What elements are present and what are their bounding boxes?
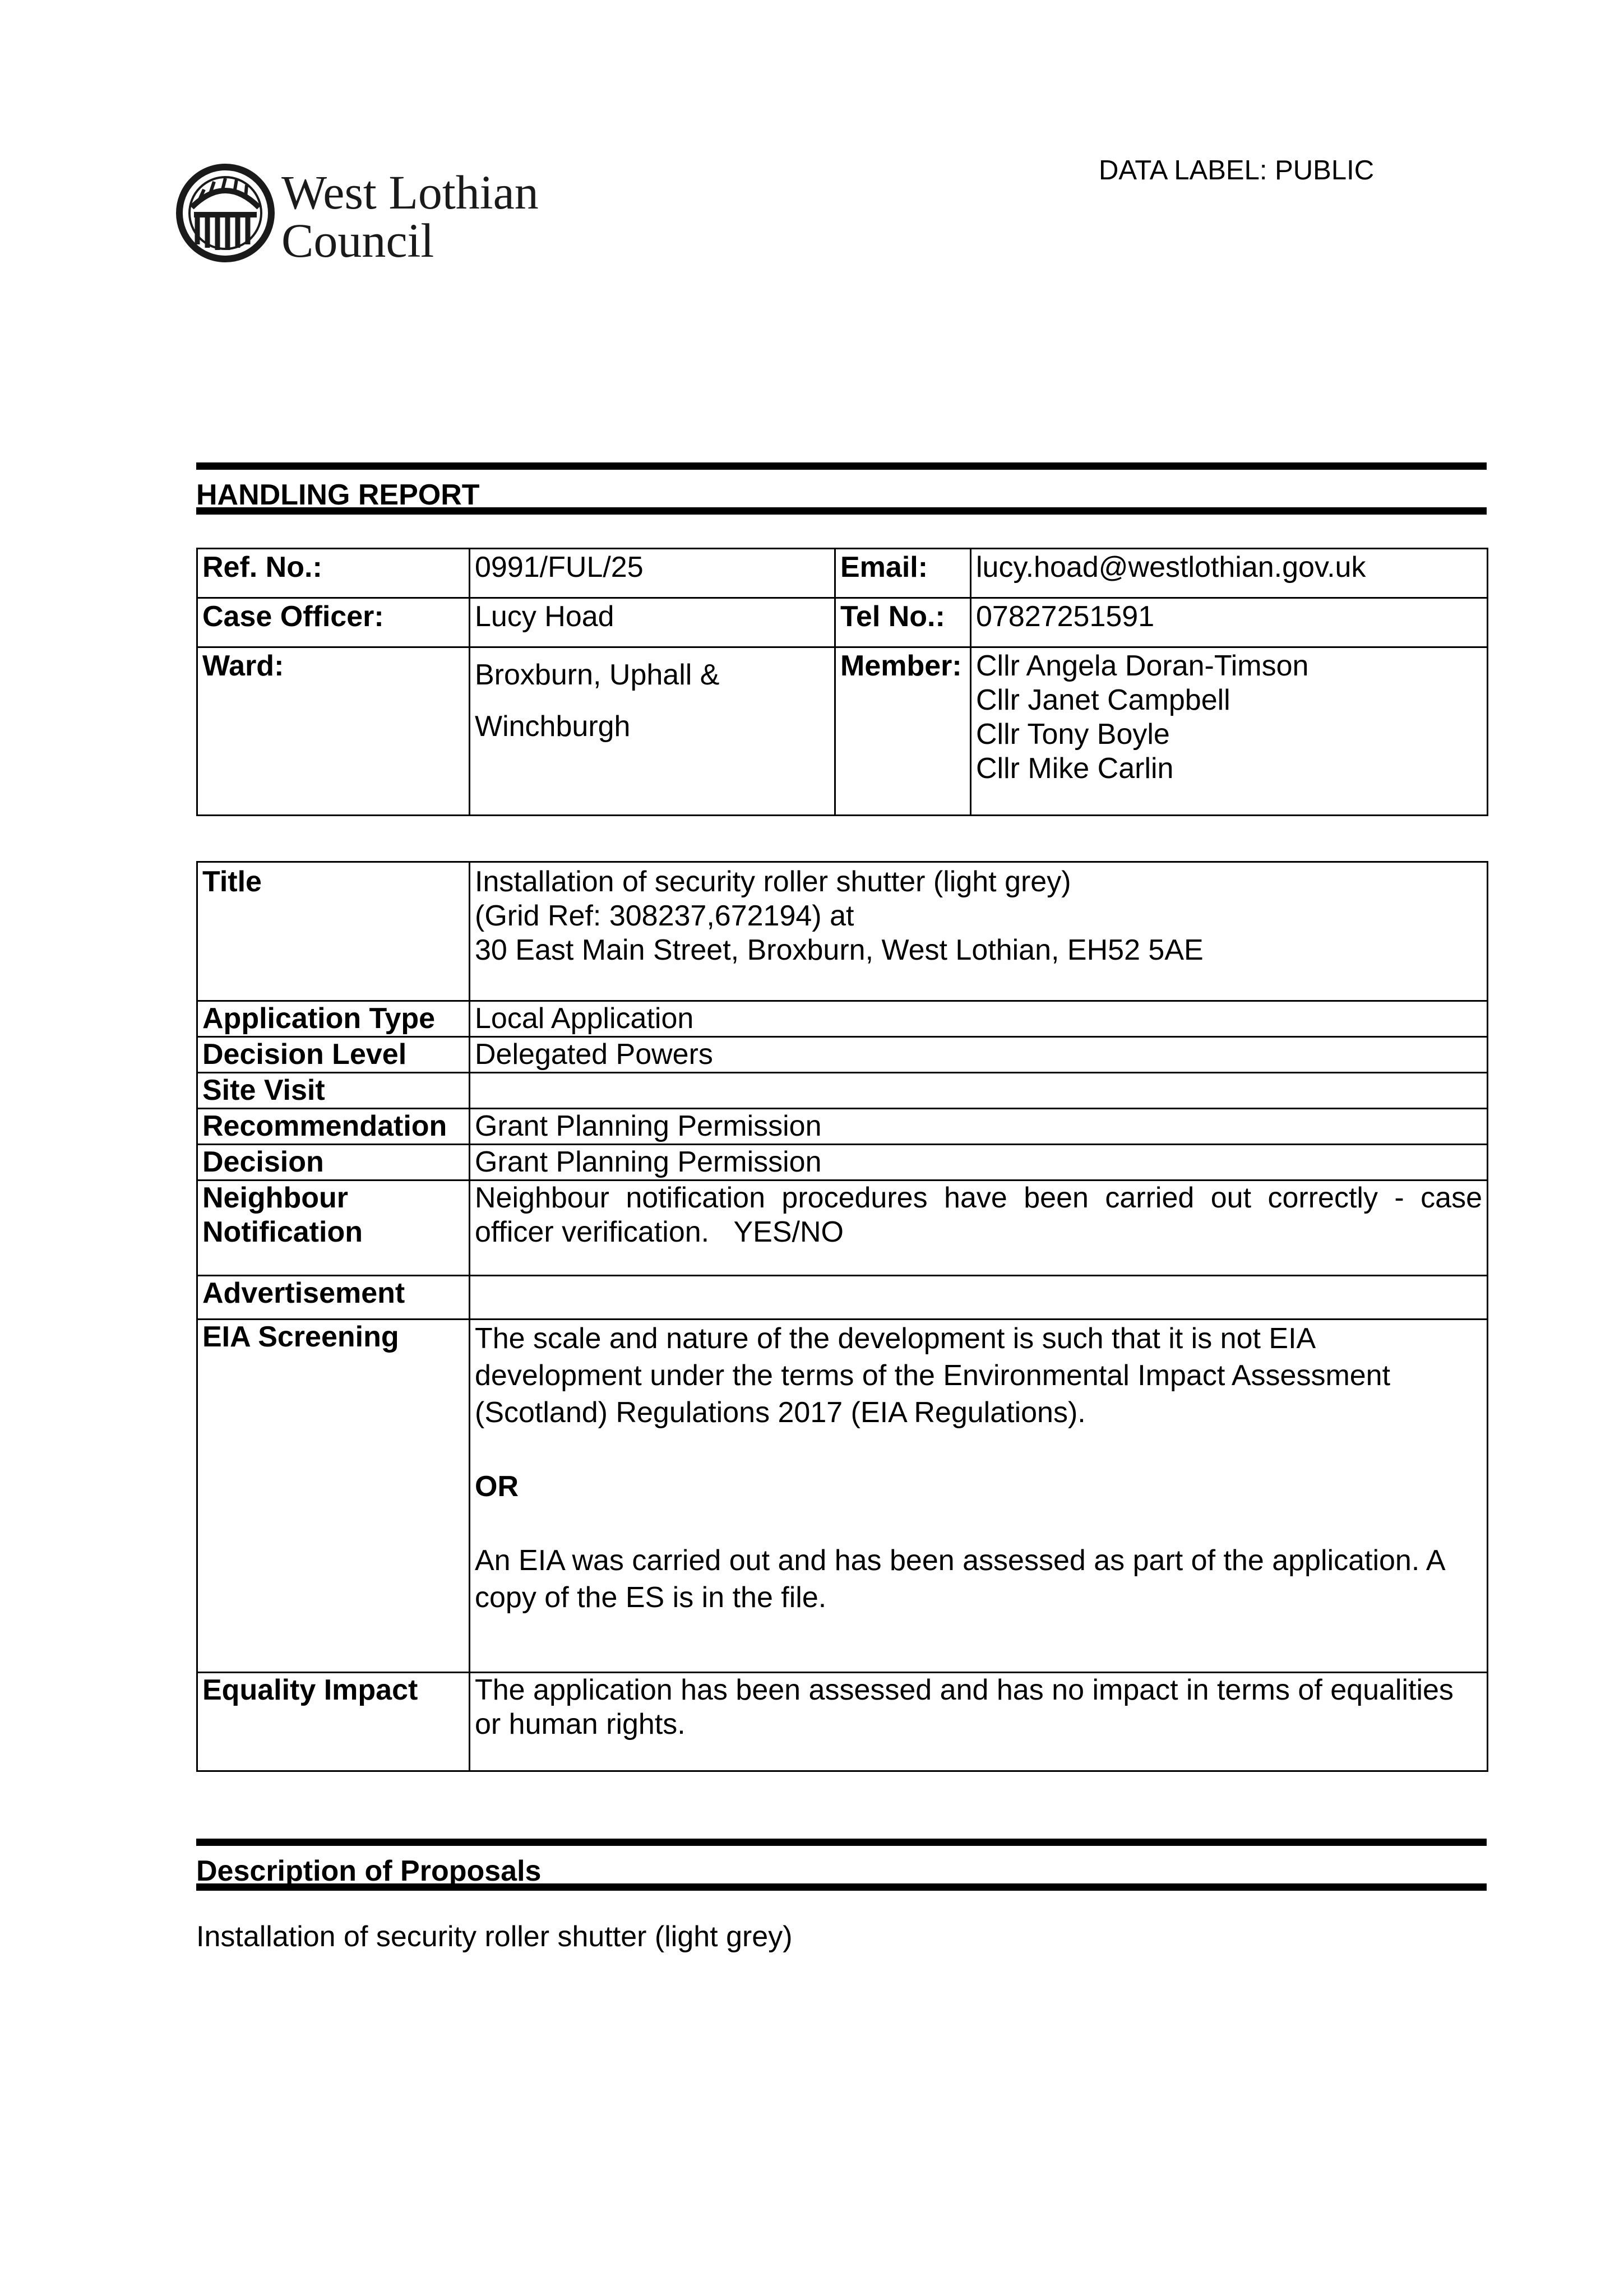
- ward-value: [470, 647, 835, 816]
- eia-screening-value: [470, 1320, 1488, 1673]
- handling-report-heading: HANDLING REPORT: [196, 479, 480, 511]
- decision-label: Decision: [197, 1145, 470, 1181]
- ward-value-line-1: Broxburn, Uphall &: [475, 659, 720, 691]
- eia-screening-label: EIA Screening: [197, 1320, 470, 1673]
- ward-label: Ward:: [197, 647, 470, 816]
- decision-value: Grant Planning Permission: [470, 1145, 1488, 1181]
- table-row: [197, 1109, 1488, 1145]
- west-lothian-viaduct-logo-icon: [175, 163, 567, 269]
- title-line: Installation of security roller shutter (light grey): [475, 865, 1071, 898]
- advertisement-value: [470, 1276, 1488, 1320]
- ref-value: 0991/FUL/25: [470, 549, 835, 598]
- ref-label: Ref. No.:: [197, 549, 470, 598]
- handling-report-heading-band: [196, 462, 1487, 515]
- table-row: [197, 598, 1488, 647]
- equality-impact-label: Equality Impact: [197, 1673, 470, 1771]
- title-line: 30 East Main Street, Broxburn, West Lothian, EH52 5AE: [475, 934, 1204, 966]
- yes-no-field: YES/NO: [733, 1216, 844, 1248]
- recommendation-label: Recommendation: [197, 1109, 470, 1145]
- title-line: (Grid Ref: 308237,672194) at: [475, 900, 854, 932]
- member-list: [971, 647, 1488, 816]
- table-row: [197, 1320, 1488, 1673]
- neighbour-notification-text: Neighbour notification procedures have been carried out correctly - case officer verification.: [475, 1182, 1482, 1248]
- description-heading-band: [196, 1839, 1487, 1891]
- eia-paragraph-1: The scale and nature of the development is such that it is not EIA development under the terms of the Environmental Impact Assessment (Scotland) Regulations 2017 (EIA Regulations).: [475, 1322, 1391, 1429]
- table-row: [197, 1073, 1488, 1109]
- member-label: Member:: [835, 647, 971, 816]
- eia-paragraph-2: An EIA was carried out and has been assessed as part of the application. A copy of the ES is in the file.: [475, 1544, 1444, 1614]
- description-heading: Description of Proposals: [196, 1855, 542, 1887]
- table-row: [197, 1181, 1488, 1276]
- table-row: [197, 862, 1488, 1001]
- table-row: [197, 1276, 1488, 1320]
- table-row: [197, 549, 1488, 598]
- member-item: Cllr Janet Campbell: [976, 684, 1230, 716]
- application-type-value: Local Application: [470, 1001, 1488, 1037]
- table-row: [197, 1001, 1488, 1037]
- logo-line1: West Lothian: [281, 165, 539, 219]
- decision-level-value: Delegated Powers: [470, 1037, 1488, 1073]
- email-label: Email:: [835, 549, 971, 598]
- data-label: DATA LABEL: PUBLIC: [1099, 155, 1375, 186]
- equality-impact-value: The application has been assessed and has no impact in terms of equalities or human rights.: [470, 1673, 1488, 1771]
- application-type-label: Application Type: [197, 1001, 470, 1037]
- council-logo: [175, 163, 567, 269]
- ward-value-line-2: Winchburgh: [475, 710, 631, 743]
- case-officer-value: Lucy Hoad: [470, 598, 835, 647]
- eia-or: OR: [475, 1470, 519, 1503]
- table-row: [197, 1037, 1488, 1073]
- title-label: Title: [197, 862, 470, 1001]
- member-item: Cllr Angela Doran-Timson: [976, 650, 1309, 682]
- table-row: [197, 647, 1488, 816]
- description-text: Installation of security roller shutter (light grey): [196, 1920, 793, 1953]
- recommendation-value: Grant Planning Permission: [470, 1109, 1488, 1145]
- case-info-table: [196, 548, 1488, 816]
- case-officer-label: Case Officer:: [197, 598, 470, 647]
- member-item: Cllr Mike Carlin: [976, 752, 1174, 785]
- title-value: [470, 862, 1488, 1001]
- decision-level-label: Decision Level: [197, 1037, 470, 1073]
- tel-value: 07827251591: [971, 598, 1488, 647]
- member-item: Cllr Tony Boyle: [976, 718, 1170, 751]
- logo-line2: Council: [281, 214, 434, 267]
- site-visit-label: Site Visit: [197, 1073, 470, 1109]
- table-row: [197, 1145, 1488, 1181]
- site-visit-value: [470, 1073, 1488, 1109]
- email-value[interactable]: lucy.hoad@westlothian.gov.uk: [971, 549, 1488, 598]
- tel-label: Tel No.:: [835, 598, 971, 647]
- application-details-table: [196, 861, 1488, 1772]
- advertisement-label: Advertisement: [197, 1276, 470, 1320]
- table-row: [197, 1673, 1488, 1771]
- neighbour-notification-label: Neighbour Notification: [197, 1181, 470, 1276]
- neighbour-notification-value: [470, 1181, 1488, 1276]
